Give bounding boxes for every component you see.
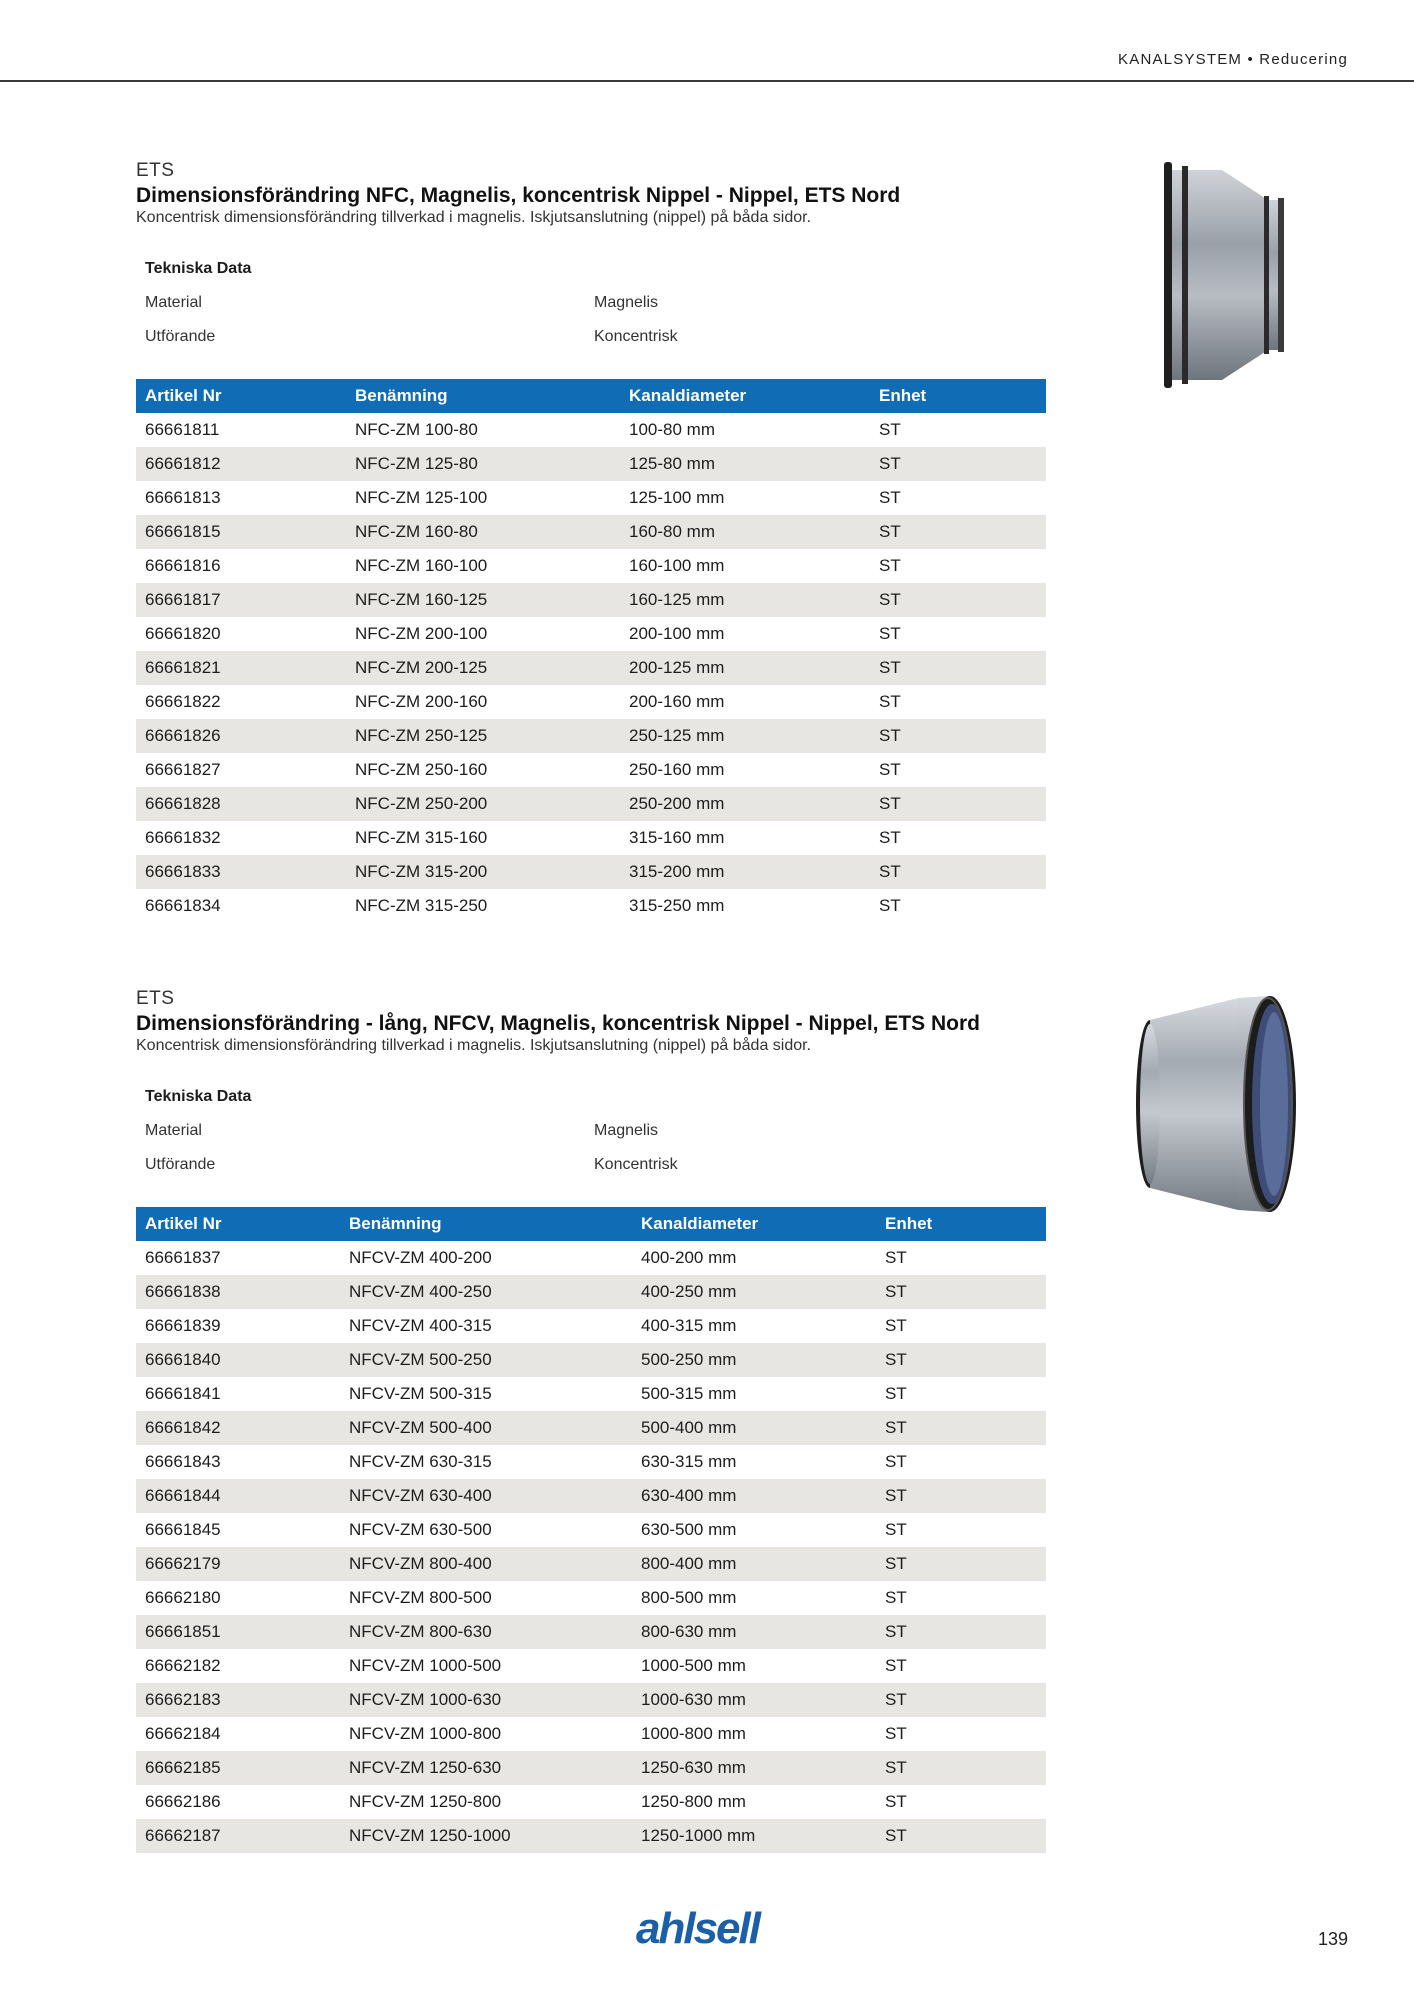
table-cell: 66662185 — [136, 1751, 340, 1785]
table-row — [136, 1377, 1046, 1411]
table-row — [136, 1513, 1046, 1547]
table-row — [136, 1445, 1046, 1479]
table-cell: NFC-ZM 200-125 — [346, 651, 620, 685]
table-row — [136, 1547, 1046, 1581]
table-cell: 200-100 mm — [629, 624, 725, 643]
column-header: Kanaldiameter — [632, 1207, 876, 1241]
table-row — [136, 651, 1046, 685]
table-cell: NFC-ZM 160-80 — [346, 515, 620, 549]
table-cell: NFCV-ZM 500-400 — [340, 1411, 632, 1445]
table-cell: ST — [885, 1384, 907, 1403]
table-header-row — [136, 1207, 1046, 1241]
table-cell: 66661822 — [145, 692, 221, 711]
table-row — [136, 787, 1046, 821]
page-header — [0, 0, 1414, 82]
table-cell: 160-125 mm — [620, 583, 870, 617]
table-cell: NFCV-ZM 400-315 — [349, 1316, 492, 1335]
table-cell: 100-80 mm — [629, 420, 715, 439]
table-cell: ST — [885, 1724, 907, 1743]
reducer-nfc-image — [1160, 158, 1290, 394]
table-cell: 800-630 mm — [632, 1615, 876, 1649]
table-cell: 250-160 mm — [629, 760, 725, 779]
table-cell: 1000-630 mm — [632, 1683, 876, 1717]
table-row — [136, 1683, 1046, 1717]
reducer-nfcv-image — [1118, 990, 1308, 1220]
table-cell: NFCV-ZM 1250-800 — [349, 1792, 502, 1811]
table-cell: ST — [885, 1452, 907, 1471]
table-cell: 66661811 — [145, 420, 220, 439]
product-table-nfc — [136, 379, 1046, 923]
table-cell: 66662183 — [136, 1683, 340, 1717]
table-cell: 66661851 — [136, 1615, 340, 1649]
table-cell: NFCV-ZM 1000-630 — [340, 1683, 632, 1717]
table-cell: 66662187 — [136, 1819, 340, 1853]
table-cell: ST — [879, 760, 901, 779]
table-cell: 200-160 mm — [629, 692, 725, 711]
table-cell: 66661839 — [145, 1316, 221, 1335]
page-number: 139 — [1317, 1929, 1348, 1949]
column-header: Kanaldiameter — [620, 379, 870, 413]
table-cell: NFCV-ZM 1250-630 — [340, 1751, 632, 1785]
table-cell: 66662184 — [145, 1724, 221, 1743]
column-header: Artikel Nr — [136, 379, 346, 413]
table-cell: 160-80 mm — [620, 515, 870, 549]
table-row — [136, 1479, 1046, 1513]
product-title: Dimensionsförändring NFC, Magnelis, koncentrisk Nippel - Nippel, ETS Nord — [136, 184, 901, 207]
table-row — [136, 481, 1046, 515]
column-header: Enhet — [876, 1207, 1046, 1241]
table-row — [136, 719, 1046, 753]
table-row — [136, 549, 1046, 583]
column-header: Enhet — [870, 379, 1046, 413]
table-row — [136, 685, 1046, 719]
table-cell: 66661813 — [145, 488, 221, 507]
product-title: Dimensionsförändring - lång, NFCV, Magnelis, koncentrisk Nippel - Nippel, ETS Nord — [136, 1012, 980, 1035]
table-cell: NFC-ZM 160-125 — [346, 583, 620, 617]
table-cell: NFCV-ZM 630-500 — [349, 1520, 492, 1539]
table-row — [136, 889, 1046, 923]
product-section-nfcv — [136, 988, 1046, 1853]
table-cell: NFC-ZM 250-200 — [346, 787, 620, 821]
table-cell: ST — [879, 488, 901, 507]
tech-key: Utförande — [145, 328, 216, 345]
table-cell: ST — [876, 1547, 1046, 1581]
table-cell: 66661827 — [145, 760, 221, 779]
table-cell: NFC-ZM 250-160 — [355, 760, 488, 779]
table-cell: ST — [879, 692, 901, 711]
table-header-row — [136, 379, 1046, 413]
table-cell: NFC-ZM 315-160 — [355, 828, 488, 847]
table-cell: ST — [885, 1588, 907, 1607]
ahlsell-logo: ahlsell — [636, 1904, 759, 1953]
table-cell: 66661841 — [145, 1384, 221, 1403]
table-cell: ST — [885, 1520, 907, 1539]
product-description: Koncentrisk dimensionsförändring tillverkad i magnelis. Iskjutsanslutning (nippel) på båda sidor. — [136, 1037, 812, 1054]
table-cell: NFC-ZM 200-100 — [355, 624, 488, 643]
tech-key: Material — [145, 1122, 202, 1139]
table-cell: 250-125 mm — [620, 719, 870, 753]
tech-row-utforande — [136, 315, 1046, 349]
table-cell: 66662179 — [136, 1547, 340, 1581]
table-cell: NFCV-ZM 630-315 — [349, 1452, 492, 1471]
table-cell: 1250-1000 mm — [632, 1819, 876, 1853]
table-cell: 66661812 — [136, 447, 346, 481]
table-cell: 250-200 mm — [620, 787, 870, 821]
tech-value: Magnelis — [594, 1122, 659, 1139]
table-cell: ST — [870, 719, 1046, 753]
table-cell: NFC-ZM 100-80 — [355, 420, 478, 439]
table-cell: 160-100 mm — [629, 556, 725, 575]
table-cell: 66661816 — [145, 556, 221, 575]
table-row — [136, 1309, 1046, 1343]
table-cell: NFCV-ZM 800-400 — [340, 1547, 632, 1581]
tech-value: Koncentrisk — [594, 328, 678, 345]
table-cell: ST — [870, 855, 1046, 889]
tech-key: Material — [145, 294, 202, 311]
tech-value: Koncentrisk — [594, 1156, 678, 1173]
product-section-nfc — [136, 160, 1046, 923]
table-cell: 400-250 mm — [632, 1275, 876, 1309]
table-cell: NFCV-ZM 630-400 — [340, 1479, 632, 1513]
table-cell: NFC-ZM 125-80 — [346, 447, 620, 481]
table-cell: ST — [876, 1683, 1046, 1717]
table-cell: 66661821 — [136, 651, 346, 685]
table-row — [136, 515, 1046, 549]
table-cell: ST — [876, 1615, 1046, 1649]
table-cell: 500-250 mm — [632, 1343, 876, 1377]
table-row — [136, 821, 1046, 855]
table-row — [136, 617, 1046, 651]
table-row — [136, 1615, 1046, 1649]
table-row — [136, 1649, 1046, 1683]
table-row — [136, 447, 1046, 481]
table-cell: 315-160 mm — [629, 828, 725, 847]
table-cell: 1000-500 mm — [641, 1656, 746, 1675]
table-cell: 400-315 mm — [641, 1316, 737, 1335]
table-cell: 66662180 — [145, 1588, 221, 1607]
table-cell: ST — [876, 1411, 1046, 1445]
table-cell: NFCV-ZM 800-630 — [340, 1615, 632, 1649]
table-cell: ST — [879, 624, 901, 643]
tech-data-heading: Tekniska Data — [145, 260, 252, 277]
table-cell: 66661815 — [136, 515, 346, 549]
breadcrumb: KANALSYSTEM • Reducering — [1118, 51, 1348, 68]
table-row — [136, 413, 1046, 447]
table-row — [136, 1581, 1046, 1615]
column-header: Benämning — [340, 1207, 632, 1241]
product-description: Koncentrisk dimensionsförändring tillverkad i magnelis. Iskjutsanslutning (nippel) på båda sidor. — [136, 209, 812, 226]
table-cell: 630-400 mm — [632, 1479, 876, 1513]
table-cell: 66661837 — [145, 1248, 221, 1267]
table-cell: 800-400 mm — [632, 1547, 876, 1581]
table-row — [136, 855, 1046, 889]
table-cell: ST — [876, 1343, 1046, 1377]
table-cell: NFC-ZM 250-125 — [346, 719, 620, 753]
table-cell: NFCV-ZM 800-500 — [349, 1588, 492, 1607]
table-cell: 66661833 — [136, 855, 346, 889]
table-cell: NFC-ZM 315-250 — [355, 896, 488, 915]
table-cell: 66661838 — [136, 1275, 340, 1309]
table-cell: 125-100 mm — [629, 488, 725, 507]
table-row — [136, 1717, 1046, 1751]
table-row — [136, 583, 1046, 617]
table-cell: 66662182 — [145, 1656, 221, 1675]
table-cell: 66661844 — [136, 1479, 340, 1513]
table-cell: ST — [885, 1792, 907, 1811]
table-cell: 630-500 mm — [641, 1520, 737, 1539]
table-cell: 315-200 mm — [620, 855, 870, 889]
table-cell: NFC-ZM 315-200 — [346, 855, 620, 889]
table-cell: 125-80 mm — [620, 447, 870, 481]
tech-value: Magnelis — [594, 294, 659, 311]
table-row — [136, 1819, 1046, 1853]
table-cell: 500-400 mm — [632, 1411, 876, 1445]
table-row — [136, 1751, 1046, 1785]
table-cell: NFCV-ZM 1000-500 — [349, 1656, 502, 1675]
table-cell: 66661828 — [136, 787, 346, 821]
table-cell: ST — [885, 1656, 907, 1675]
table-cell: 66661826 — [136, 719, 346, 753]
table-cell: ST — [885, 1316, 907, 1335]
table-cell: 66661817 — [136, 583, 346, 617]
table-cell: ST — [870, 651, 1046, 685]
table-cell: ST — [879, 828, 901, 847]
table-cell: ST — [879, 556, 901, 575]
table-cell: NFCV-ZM 400-250 — [340, 1275, 632, 1309]
table-cell: 1250-630 mm — [632, 1751, 876, 1785]
table-cell: ST — [870, 787, 1046, 821]
table-cell: NFCV-ZM 500-315 — [349, 1384, 492, 1403]
table-cell: 800-500 mm — [641, 1588, 737, 1607]
tech-row-utforande — [136, 1143, 1046, 1177]
table-row — [136, 753, 1046, 787]
table-cell: ST — [876, 1479, 1046, 1513]
table-cell: ST — [870, 447, 1046, 481]
product-table-nfcv — [136, 1207, 1046, 1853]
table-cell: NFC-ZM 125-100 — [355, 488, 488, 507]
brand-label: ETS — [136, 160, 175, 181]
table-cell: ST — [876, 1819, 1046, 1853]
table-cell: 1250-800 mm — [641, 1792, 746, 1811]
table-cell: 66661845 — [145, 1520, 221, 1539]
table-cell: NFCV-ZM 1250-1000 — [340, 1819, 632, 1853]
table-cell: NFC-ZM 160-100 — [355, 556, 488, 575]
tech-row-material — [136, 281, 1046, 315]
table-cell: ST — [885, 1248, 907, 1267]
table-cell: 400-200 mm — [641, 1248, 737, 1267]
table-cell: 66662186 — [145, 1792, 221, 1811]
table-cell: 66661843 — [145, 1452, 221, 1471]
table-cell: 315-250 mm — [629, 896, 725, 915]
table-cell: NFCV-ZM 500-250 — [340, 1343, 632, 1377]
column-header: Artikel Nr — [136, 1207, 340, 1241]
table-row — [136, 1241, 1046, 1275]
table-cell: ST — [870, 515, 1046, 549]
brand-label: ETS — [136, 988, 175, 1009]
table-cell: NFCV-ZM 1000-800 — [349, 1724, 502, 1743]
table-cell: ST — [879, 896, 901, 915]
table-cell: 66661840 — [136, 1343, 340, 1377]
table-cell: 66661820 — [145, 624, 221, 643]
table-cell: 1000-800 mm — [641, 1724, 746, 1743]
table-cell: 500-315 mm — [641, 1384, 737, 1403]
table-row — [136, 1785, 1046, 1819]
table-cell: NFCV-ZM 400-200 — [349, 1248, 492, 1267]
table-cell: NFC-ZM 200-160 — [355, 692, 488, 711]
table-cell: 66661842 — [136, 1411, 340, 1445]
table-cell: 66661832 — [145, 828, 221, 847]
table-row — [136, 1343, 1046, 1377]
table-cell: ST — [870, 583, 1046, 617]
table-cell: 200-125 mm — [620, 651, 870, 685]
table-row — [136, 1275, 1046, 1309]
table-cell: ST — [876, 1275, 1046, 1309]
table-row — [136, 1411, 1046, 1445]
column-header: Benämning — [346, 379, 620, 413]
table-cell: 630-315 mm — [641, 1452, 737, 1471]
tech-data-heading: Tekniska Data — [145, 1088, 252, 1105]
tech-row-material — [136, 1109, 1046, 1143]
tech-key: Utförande — [145, 1156, 216, 1173]
table-cell: 66661834 — [145, 896, 221, 915]
table-cell: ST — [879, 420, 901, 439]
table-cell: ST — [876, 1751, 1046, 1785]
